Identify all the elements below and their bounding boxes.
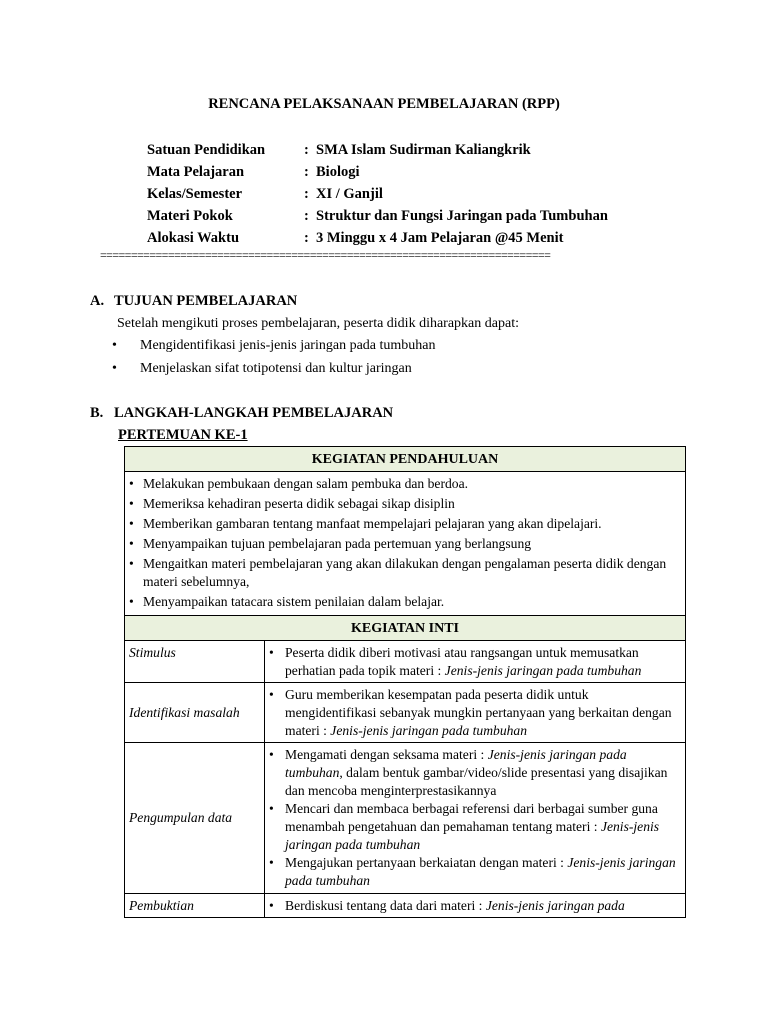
info-label: Alokasi Waktu [147,229,240,246]
list-item [110,360,435,383]
header-text: KEGIATAN INTI [350,621,459,637]
step-body [265,743,686,893]
list-item [129,495,681,513]
bullet-icon: • [129,536,134,552]
info-colon: : [304,163,309,180]
info-colon: : [304,229,309,246]
document-title: RENCANA PELAKSANAAN PEMBELAJARAN (RPP) [208,96,560,112]
step-name: Pengumpulan data [125,743,265,893]
intro-cell [125,472,686,616]
bullet-icon: • [269,801,274,817]
item-text: Mencari dan membaca berbagai referensi dari berbagai sumber guna menambah pengetahuan dan pemahaman tentang materi : Jenis-jenis jaringan pada tumbuhan [285,801,660,852]
list-item [269,854,679,889]
intro-list [125,472,685,615]
table-row [125,447,686,472]
step-list [265,683,685,742]
step-name: Stimulus [125,641,265,683]
item-text: Peserta didik diberi motivasi atau rangsangan untuk memusatkan perhatian pada topik materi : Jenis-jenis jaringan pada tumbuhan [285,645,642,678]
info-colon: : [304,207,309,224]
section-title: LANGKAH-LANGKAH PEMBELAJARAN [114,405,394,421]
intro-header [125,447,686,472]
info-label: Mata Pelajaran [147,163,245,180]
step-name: Pembuktian [125,893,265,918]
list-item [129,555,681,590]
list-item [269,897,679,915]
section-a-intro: Setelah mengikuti proses pembelajaran, peserta didik diharapkan dapat: [117,316,519,331]
info-label: Satuan Pendidikan [147,141,266,158]
list-item [269,644,679,679]
section-letter: A. [90,293,105,309]
bullet-icon: • [269,645,274,661]
objectives-list [110,337,435,383]
info-row [147,205,608,227]
info-colon: : [304,185,309,202]
meeting-title: PERTEMUAN KE-1 [118,427,248,443]
info-value: SMA Islam Sudirman Kaliangkrik [316,141,531,158]
objective-text: Mengidentifikasi jenis-jenis jaringan pada tumbuhan [140,338,436,353]
step-body [265,683,686,743]
step-name: Identifikasi masalah [125,683,265,743]
list-item [269,746,679,799]
identity-block [147,139,608,249]
table-row [125,893,686,918]
bullet-icon: • [129,593,134,609]
step-list [265,743,685,892]
step-list [265,641,685,682]
bullet-icon: • [269,897,274,913]
bullet-icon: • [269,687,274,703]
info-label: Kelas/Semester [147,185,243,202]
info-value: Struktur dan Fungsi Jaringan pada Tumbuhan [316,207,608,224]
item-text: Memeriksa kehadiran peserta didik sebagai sikap disiplin [143,496,455,512]
section-a-heading [90,292,297,311]
divider-line: ========================================================================= [100,248,551,262]
core-header [125,616,686,641]
info-row [147,227,608,249]
list-item [269,686,679,739]
table-row [125,641,686,683]
info-row [147,183,608,205]
info-value: Biologi [316,163,360,180]
item-text: Menyampaikan tatacara sistem penilaian dalam belajar. [143,593,445,609]
bullet-icon: • [129,556,134,572]
bullet-icon: • [129,496,134,512]
step-list [265,894,685,918]
info-row [147,161,608,183]
item-text: Menyampaikan tujuan pembelajaran pada pertemuan yang berlangsung [143,536,532,552]
bullet-icon: • [112,361,117,376]
item-text: Guru memberikan kesempatan pada peserta didik untuk mengidentifikasi sebanyak mungkin pertanyaan yang berkaitan dengan materi : Jenis-jenis jaringan pada tumbuhan [285,687,672,738]
list-item [129,593,681,611]
objective-text: Menjelaskan sifat totipotensi dan kultur jaringan [140,361,412,376]
section-b-heading [90,404,393,423]
item-text: Mengaitkan materi pembelajaran yang akan dilakukan dengan pengalaman peserta didik dengan materi sebelumnya, [143,556,667,589]
header-text: KEGIATAN PENDAHULUAN [311,452,499,468]
info-label: Materi Pokok [147,207,233,224]
bullet-icon: • [129,476,134,491]
section-title: TUJUAN PEMBELAJARAN [114,293,298,309]
bullet-icon: • [129,516,134,532]
item-text: Memberikan gambaran tentang manfaat mempelajari pelajaran yang akan dipelajari. [143,516,602,532]
lesson-table [124,446,686,918]
list-item [110,337,435,360]
item-text: Berdiskusi tentang data dari materi : Jenis-jenis jaringan pada [285,897,625,913]
table-row [125,743,686,893]
list-item [129,535,681,553]
bullet-icon: • [269,855,274,871]
item-text: Mengamati dengan seksama materi : Jenis-jenis jaringan pada tumbuhan, dalam bentuk gambar/video/slide presentasi yang disajikan dan mencoba menginterprestasikannya [285,747,668,798]
table-row [125,616,686,641]
bullet-icon: • [112,338,117,353]
table-row [125,472,686,616]
bullet-icon: • [269,747,274,763]
list-item [129,515,681,533]
item-text: Mengajukan pertanyaan berkaiatan dengan materi : Jenis-jenis jaringan pada tumbuhan [285,855,676,889]
item-text: Melakukan pembukaan dengan salam pembuka dan berdoa. [143,476,469,491]
section-letter: B. [90,405,104,421]
table-row [125,683,686,743]
list-item [129,475,681,493]
list-item [269,800,679,853]
info-value: 3 Minggu x 4 Jam Pelajaran @45 Menit [316,229,564,246]
step-body [265,641,686,683]
info-row [147,139,608,161]
info-colon: : [304,141,309,158]
info-value: XI / Ganjil [316,185,383,202]
step-body [265,893,686,918]
